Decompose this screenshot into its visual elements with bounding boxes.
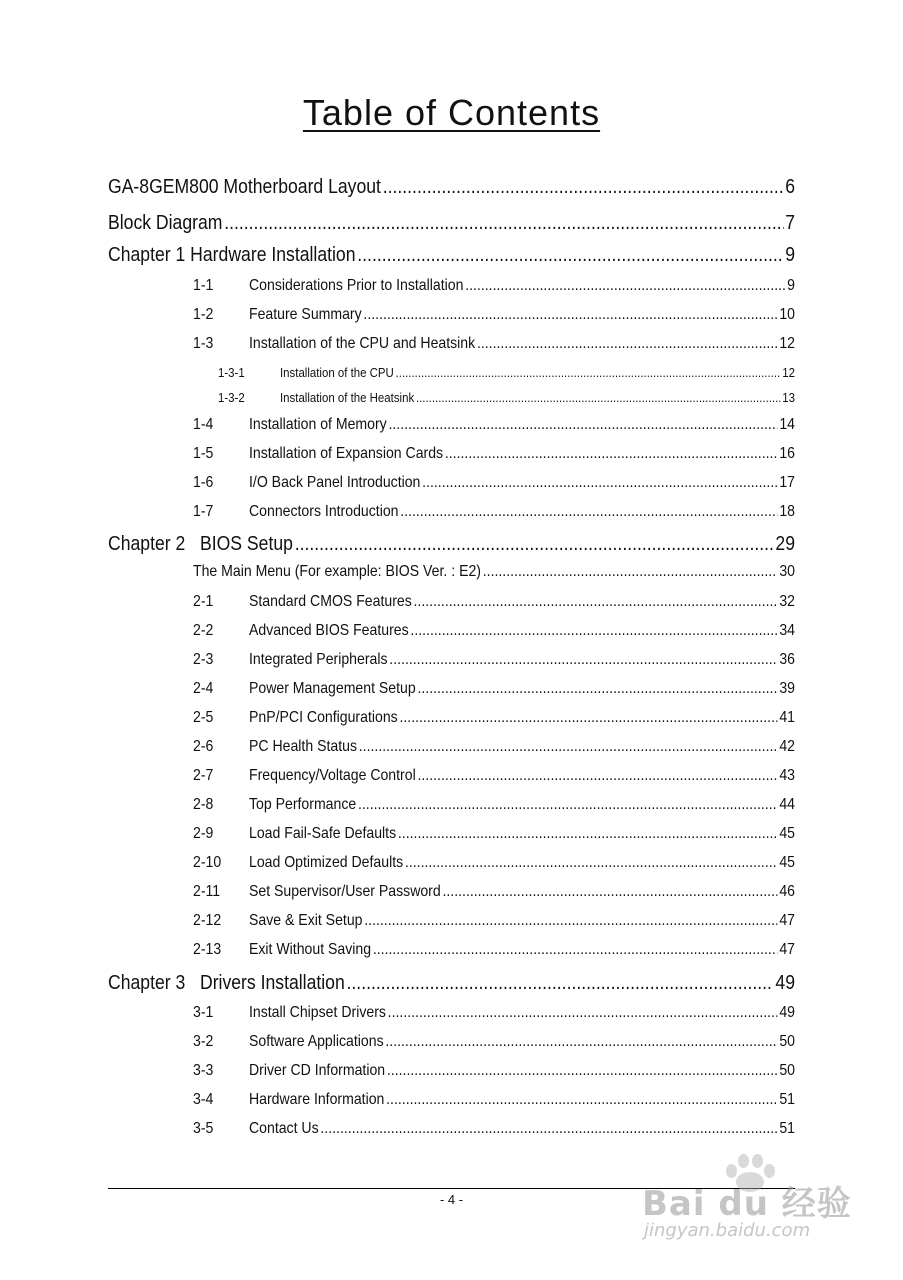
toc-entry-page: 50 (779, 1033, 795, 1050)
toc-entry-page: 50 (779, 1062, 795, 1079)
toc-dot-leader (320, 1120, 777, 1138)
toc-entry[interactable] (108, 533, 795, 556)
toc-entry[interactable] (193, 738, 795, 756)
toc-dot-leader (477, 335, 778, 353)
toc-entry-page: 9 (785, 244, 795, 266)
toc-entry[interactable] (218, 365, 795, 380)
toc-entry-page: 17 (779, 474, 795, 491)
toc-entry[interactable] (193, 767, 795, 785)
toc-entry-number: 1-3-1 (218, 365, 245, 380)
toc-entry[interactable] (193, 563, 795, 581)
toc-entry[interactable] (193, 854, 795, 872)
toc-entry-page: 47 (779, 912, 795, 929)
toc-entry[interactable] (193, 796, 795, 814)
toc-entry-title: Install Chipset Drivers (248, 1004, 386, 1021)
toc-entry[interactable] (193, 503, 795, 521)
toc-dot-leader (416, 390, 781, 405)
toc-entry-number: 2-9 (193, 825, 214, 842)
toc-entry-title: Save & Exit Setup (248, 912, 363, 929)
toc-entry-page: 10 (779, 306, 795, 323)
toc-entry-page: 9 (787, 277, 795, 294)
toc-entry-page: 12 (779, 335, 795, 352)
toc-dot-leader (357, 244, 783, 267)
toc-dot-leader (389, 651, 777, 669)
toc-entry[interactable] (218, 390, 795, 405)
toc-entry-page: 44 (779, 796, 795, 813)
toc-entry-page: 36 (779, 651, 795, 668)
toc-entry-number: 1-5 (193, 445, 214, 462)
toc-entry-title: Installation of the CPU (279, 365, 394, 380)
toc-entry-number: 3-2 (193, 1033, 214, 1050)
toc-dot-leader (388, 1004, 778, 1022)
toc-entry-title: Connectors Introduction (248, 503, 399, 520)
toc-entry-number: 1-6 (193, 474, 214, 491)
toc-entry-title: Installation of Memory (248, 416, 387, 433)
toc-entry-number: 1-4 (193, 416, 214, 433)
toc-entry-title: Advanced BIOS Features (248, 622, 409, 639)
toc-dot-leader (358, 796, 778, 814)
page-number: - 4 - (439, 1192, 464, 1207)
toc-entry-number: 2-7 (193, 767, 214, 784)
toc-dot-leader (387, 1062, 778, 1080)
toc-dot-leader (414, 593, 778, 611)
toc-entry-page: 12 (782, 365, 795, 380)
toc-entry-title: Standard CMOS Features (248, 593, 412, 610)
toc-entry-page: 13 (782, 390, 795, 405)
toc-entry-title: Frequency/Voltage Control (248, 767, 416, 784)
toc-entry[interactable] (193, 445, 795, 463)
toc-dot-leader (363, 306, 777, 324)
toc-entry-title: Block Diagram (108, 212, 223, 234)
toc-entry-number: 3-3 (193, 1062, 214, 1079)
toc-entry-number: 3-4 (193, 1091, 214, 1108)
toc-entry-title: GA-8GEM800 Motherboard Layout (108, 176, 381, 198)
toc-dot-leader (386, 1091, 777, 1109)
toc-dot-leader (347, 972, 774, 995)
toc-dot-leader (417, 680, 777, 698)
watermark-url: jingyan.baidu.com (644, 1220, 811, 1241)
toc-entry-title: Integrated Peripherals (248, 651, 388, 668)
toc-dot-leader (383, 176, 784, 199)
toc-entry-number: 1-7 (193, 503, 214, 520)
toc-entry-page: 29 (775, 533, 795, 555)
toc-entry[interactable] (193, 883, 795, 901)
toc-dot-leader (364, 912, 777, 930)
toc-entry-number: 1-3-2 (218, 390, 245, 405)
toc-entry-page: 16 (779, 445, 795, 462)
toc-entry[interactable] (193, 1062, 795, 1080)
toc-entry-number: 3-1 (193, 1004, 214, 1021)
toc-entry[interactable] (193, 709, 795, 727)
toc-dot-leader (359, 738, 778, 756)
toc-dot-leader (465, 277, 785, 295)
toc-entry-page: 51 (779, 1120, 795, 1137)
toc-dot-leader (442, 883, 777, 901)
toc-dot-leader (399, 709, 777, 727)
toc-entry[interactable] (193, 277, 795, 295)
toc-entry[interactable] (108, 244, 795, 267)
toc-entry[interactable] (108, 212, 795, 235)
toc-dot-leader (295, 533, 774, 556)
toc-entry-page: 45 (779, 825, 795, 842)
toc-dot-leader (396, 365, 781, 380)
toc-dot-leader (405, 854, 778, 872)
toc-entry-number: Chapter 2 (108, 533, 186, 555)
toc-entry[interactable] (193, 1091, 795, 1109)
toc-dot-leader (373, 941, 778, 959)
toc-entry-title: PnP/PCI Configurations (248, 709, 398, 726)
toc-entry-page: 7 (785, 212, 795, 234)
toc-entry-title: Considerations Prior to Installation (248, 277, 464, 294)
toc-entry[interactable] (108, 972, 795, 995)
toc-entry-page: 14 (779, 416, 795, 433)
toc-entry-number: 2-5 (193, 709, 214, 726)
toc-entry-title: BIOS Setup (199, 533, 293, 555)
toc-entry-title: Driver CD Information (248, 1062, 386, 1079)
toc-entry-number: 2-12 (193, 912, 222, 929)
toc-entry-title: Top Performance (248, 796, 357, 813)
toc-entry-title: Software Applications (248, 1033, 384, 1050)
toc-dot-leader (398, 825, 778, 843)
toc-dot-leader (385, 1033, 777, 1051)
toc-entry-title: Chapter 1 Hardware Installation (108, 244, 356, 266)
toc-entry-page: 39 (779, 680, 795, 697)
toc-entry[interactable] (193, 1120, 795, 1138)
toc-entry-number: 2-1 (193, 593, 214, 610)
toc-entry[interactable] (108, 176, 795, 199)
toc-entry-number: 1-3 (193, 335, 214, 352)
toc-entry-title: I/O Back Panel Introduction (248, 474, 421, 491)
toc-entry[interactable] (193, 651, 795, 669)
toc-entry-page: 18 (779, 503, 795, 520)
toc-entry-number: 2-10 (193, 854, 222, 871)
toc-entry[interactable] (193, 1004, 795, 1022)
toc-entry[interactable] (193, 593, 795, 611)
toc-entry[interactable] (193, 416, 795, 434)
toc-entry-page: 42 (779, 738, 795, 755)
toc-entry-page: 34 (779, 622, 795, 639)
toc-entry-number: 2-6 (193, 738, 214, 755)
toc-dot-leader (400, 503, 777, 521)
toc-entry-title: Contact Us (248, 1120, 319, 1137)
toc-entry-page: 47 (779, 941, 795, 958)
toc-entry-page: 45 (779, 854, 795, 871)
toc-entry-page: 51 (779, 1091, 795, 1108)
toc-entry-page: 49 (775, 972, 795, 994)
toc-entry-page: 43 (779, 767, 795, 784)
toc-entry[interactable] (193, 306, 795, 324)
toc-entry-title: Drivers Installation (199, 972, 345, 994)
page-title: Table of Contents (302, 92, 601, 133)
toc-entry-title: Load Fail-Safe Defaults (248, 825, 397, 842)
watermark-brand: Bai du 经验 (642, 1184, 852, 1224)
toc-entry-page: 49 (779, 1004, 795, 1021)
toc-entry-number: 1-2 (193, 306, 214, 323)
toc-entry-title: PC Health Status (248, 738, 357, 755)
toc-entry-title: Feature Summary (248, 306, 362, 323)
toc-entry-title: Installation of the Heatsink (279, 390, 415, 405)
toc-dot-leader (422, 474, 777, 492)
toc-entry-title: Installation of Expansion Cards (248, 445, 444, 462)
toc-entry-title: Exit Without Saving (248, 941, 372, 958)
toc-entry-number: 2-3 (193, 651, 214, 668)
toc-entry[interactable] (193, 680, 795, 698)
toc-entry-page: 6 (785, 176, 795, 198)
toc-dot-leader (445, 445, 778, 463)
toc-entry-number: 2-2 (193, 622, 214, 639)
toc-dot-leader (388, 416, 777, 434)
toc-entry-page: 30 (779, 563, 795, 580)
toc-entry-title: Installation of the CPU and Heatsink (248, 335, 476, 352)
toc-entry-number: 2-11 (193, 883, 221, 900)
toc-entry-number: 2-4 (193, 680, 214, 697)
toc-dot-leader (417, 767, 777, 785)
toc-entry[interactable] (193, 941, 795, 959)
toc-entry-number: 2-8 (193, 796, 214, 813)
toc-entry-number: 2-13 (193, 941, 222, 958)
toc-entry[interactable] (193, 1033, 795, 1051)
toc-entry-number: Chapter 3 (108, 972, 186, 994)
toc-entry-page: 41 (779, 709, 795, 726)
toc-entry[interactable] (193, 912, 795, 930)
toc-entry-title: Load Optimized Defaults (248, 854, 404, 871)
toc-entry-title: Set Supervisor/User Password (248, 883, 441, 900)
toc-entry[interactable] (193, 622, 795, 640)
toc-entry[interactable] (193, 474, 795, 492)
toc-dot-leader (410, 622, 777, 640)
toc-entry-title: The Main Menu (For example: BIOS Ver. : E2) (193, 563, 481, 580)
toc-entry[interactable] (193, 825, 795, 843)
baidu-watermark (640, 1150, 860, 1245)
toc-entry-title: Power Management Setup (248, 680, 416, 697)
toc-entry-title: Hardware Information (248, 1091, 385, 1108)
toc-entry-number: 3-5 (193, 1120, 214, 1137)
toc-dot-leader (483, 563, 778, 581)
toc-dot-leader (224, 212, 783, 235)
toc-entry-number: 1-1 (193, 277, 214, 294)
toc-entry[interactable] (193, 335, 795, 353)
toc-entry-page: 46 (779, 883, 795, 900)
toc-entry-page: 32 (779, 593, 795, 610)
